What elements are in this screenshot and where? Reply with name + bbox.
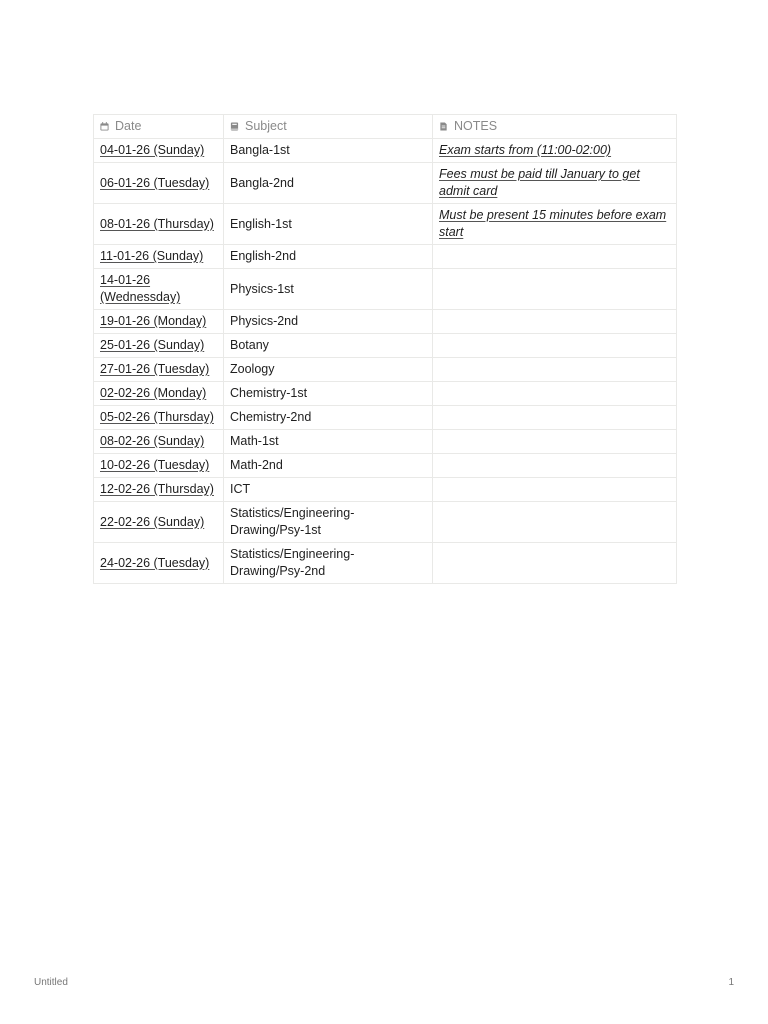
date-link[interactable]: 02-02-26 (Monday) bbox=[100, 386, 207, 400]
subject-cell: Bangla-2nd bbox=[224, 163, 433, 204]
table-row bbox=[94, 543, 677, 584]
subject-cell: Bangla-1st bbox=[224, 139, 433, 163]
book-icon bbox=[230, 122, 239, 131]
notes-cell bbox=[433, 430, 677, 454]
subject-cell: Chemistry-2nd bbox=[224, 406, 433, 430]
subject-cell: Zoology bbox=[224, 358, 433, 382]
date-cell bbox=[94, 310, 224, 334]
notes-cell bbox=[433, 204, 677, 245]
subject-cell: Chemistry-1st bbox=[224, 382, 433, 406]
notes-cell bbox=[433, 334, 677, 358]
date-cell bbox=[94, 139, 224, 163]
notes-column-header bbox=[433, 115, 677, 139]
notes-text: Must be present 15 minutes before exam start bbox=[439, 208, 667, 239]
date-cell bbox=[94, 478, 224, 502]
subject-column-header bbox=[224, 115, 433, 139]
table-row bbox=[94, 139, 677, 163]
date-link[interactable]: 08-02-26 (Sunday) bbox=[100, 434, 205, 448]
subject-cell: English-1st bbox=[224, 204, 433, 245]
table-row bbox=[94, 269, 677, 310]
notes-cell bbox=[433, 139, 677, 163]
notes-text: Exam starts from (11:00-02:00) bbox=[439, 143, 612, 157]
date-cell bbox=[94, 163, 224, 204]
date-cell bbox=[94, 406, 224, 430]
table-row bbox=[94, 245, 677, 269]
date-link[interactable]: 19-01-26 (Monday) bbox=[100, 314, 207, 328]
date-cell bbox=[94, 382, 224, 406]
table-row bbox=[94, 310, 677, 334]
date-cell bbox=[94, 543, 224, 584]
notes-cell bbox=[433, 310, 677, 334]
table-header bbox=[94, 115, 677, 139]
date-header-label: Date bbox=[115, 119, 142, 133]
subject-cell: English-2nd bbox=[224, 245, 433, 269]
subject-cell: Physics-2nd bbox=[224, 310, 433, 334]
table-row bbox=[94, 163, 677, 204]
notes-cell bbox=[433, 502, 677, 543]
document-icon bbox=[439, 122, 448, 131]
notes-cell bbox=[433, 269, 677, 310]
table-row bbox=[94, 204, 677, 245]
notes-cell bbox=[433, 382, 677, 406]
table-row bbox=[94, 502, 677, 543]
notes-text: Fees must be paid till January to get admit card bbox=[439, 167, 640, 198]
date-cell bbox=[94, 358, 224, 382]
notes-cell bbox=[433, 454, 677, 478]
subject-cell: Physics-1st bbox=[224, 269, 433, 310]
notes-cell bbox=[433, 163, 677, 204]
subject-cell: Botany bbox=[224, 334, 433, 358]
table-row bbox=[94, 334, 677, 358]
date-link[interactable]: 14-01-26 (Wednessday) bbox=[100, 273, 181, 304]
notes-cell bbox=[433, 406, 677, 430]
subject-header-label: Subject bbox=[245, 119, 287, 133]
subject-cell: Statistics/Engineering-Drawing/Psy-1st bbox=[224, 502, 433, 543]
subject-cell: Math-1st bbox=[224, 430, 433, 454]
date-link[interactable]: 12-02-26 (Thursday) bbox=[100, 482, 214, 496]
date-link[interactable]: 27-01-26 (Tuesday) bbox=[100, 362, 210, 376]
date-link[interactable]: 04-01-26 (Sunday) bbox=[100, 143, 205, 157]
date-link[interactable]: 24-02-26 (Tuesday) bbox=[100, 555, 210, 570]
date-cell bbox=[94, 334, 224, 358]
table-row bbox=[94, 430, 677, 454]
notes-cell bbox=[433, 478, 677, 502]
subject-cell: ICT bbox=[224, 478, 433, 502]
table-row bbox=[94, 358, 677, 382]
exam-schedule-table-wrapper bbox=[93, 114, 676, 584]
date-cell bbox=[94, 245, 224, 269]
table-row bbox=[94, 454, 677, 478]
date-cell bbox=[94, 204, 224, 245]
table-body bbox=[94, 139, 677, 584]
subject-cell: Math-2nd bbox=[224, 454, 433, 478]
table-row bbox=[94, 406, 677, 430]
table-row bbox=[94, 382, 677, 406]
calendar-icon bbox=[100, 122, 109, 131]
exam-schedule-table bbox=[93, 114, 677, 584]
date-cell bbox=[94, 430, 224, 454]
subject-cell: Statistics/Engineering-Drawing/Psy-2nd bbox=[224, 543, 433, 584]
date-cell bbox=[94, 502, 224, 543]
date-column-header bbox=[94, 115, 224, 139]
notes-cell bbox=[433, 358, 677, 382]
date-link[interactable]: 22-02-26 (Sunday) bbox=[100, 514, 205, 529]
date-cell bbox=[94, 269, 224, 310]
date-link[interactable]: 05-02-26 (Thursday) bbox=[100, 410, 214, 424]
footer-document-title: Untitled bbox=[34, 977, 68, 988]
notes-cell bbox=[433, 245, 677, 269]
date-link[interactable]: 08-01-26 (Thursday) bbox=[100, 216, 214, 231]
date-link[interactable]: 10-02-26 (Tuesday) bbox=[100, 458, 210, 472]
date-link[interactable]: 11-01-26 (Sunday) bbox=[100, 249, 204, 263]
table-row bbox=[94, 478, 677, 502]
date-cell bbox=[94, 454, 224, 478]
date-link[interactable]: 06-01-26 (Tuesday) bbox=[100, 175, 210, 190]
footer-page-number: 1 bbox=[728, 977, 734, 988]
notes-header-label: NOTES bbox=[454, 119, 498, 133]
notes-cell bbox=[433, 543, 677, 584]
header-row bbox=[94, 115, 677, 139]
date-link[interactable]: 25-01-26 (Sunday) bbox=[100, 338, 205, 352]
